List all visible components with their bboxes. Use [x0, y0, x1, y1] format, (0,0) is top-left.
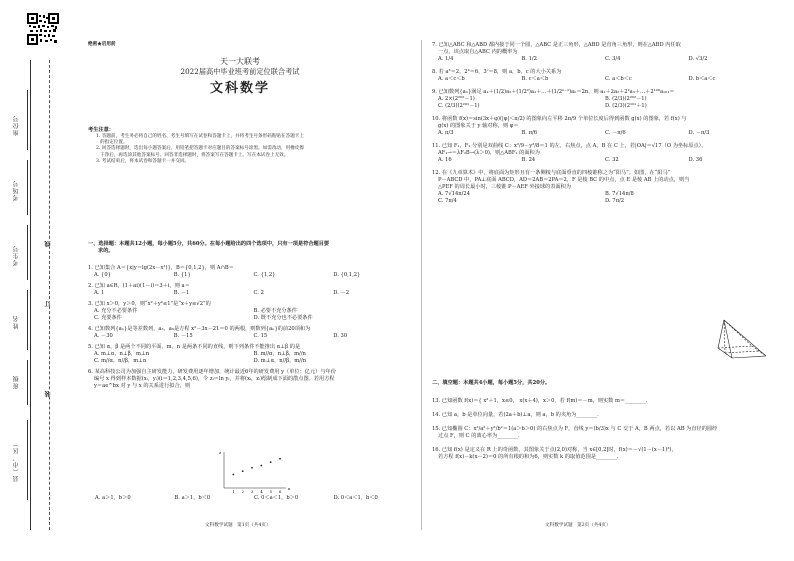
fill-question	[432, 426, 772, 440]
confidential-mark: 绝密★启用前	[88, 42, 116, 47]
exam-name: 2022届高中毕业班考前定位联合考试	[180, 67, 300, 77]
fill-question	[432, 398, 772, 405]
bind-load-char: 装	[45, 390, 52, 397]
section-1-title-cont: 求的。	[98, 248, 114, 255]
option-d: D. －2	[333, 290, 350, 297]
option-b: B. 1/2	[521, 56, 537, 63]
option-a: A. a＜c＜b	[438, 76, 465, 83]
scatter-point	[260, 465, 262, 467]
option-d: D. (2/3)(2¹⁰¹＋1)	[605, 103, 647, 110]
option-a: A. π/3	[438, 130, 454, 137]
section-2-title: 二、填空题：本题共4小题，每小题5分，共20分。	[432, 380, 551, 386]
option-b: B. 24	[521, 157, 536, 164]
scatter-point	[270, 461, 272, 463]
class-underline	[27, 360, 28, 405]
q6-option-d: D. 0＜a＜1，b＜0	[333, 495, 378, 501]
option-a: A. 16	[438, 157, 452, 164]
footer-left: 文科数学试题 第1页（共4页）	[205, 523, 271, 528]
x-tick-label: 6	[279, 490, 282, 494]
option-c: C. 充要条件	[94, 315, 122, 322]
option-d: D. b＜a＜c	[688, 76, 716, 83]
fill-question-line: 15. 已知椭圆 C：x²/a²＋y²/b²＝1(a＞b＞0) 的右焦点为 F，直线 y＝(b/3)x 与 C 交于 A，B 两点，若以 AB 为直径的圆经	[432, 426, 718, 433]
option-d: D. {0,1,2}	[333, 272, 361, 279]
option-c: C. 3/4	[605, 56, 621, 63]
class-label: 班级	[13, 375, 20, 389]
fill-question-line: 过点 F，则 C 的离心率为________.	[438, 433, 520, 440]
option-c: C. a＜b＜c	[605, 76, 632, 83]
binding-dash-line	[49, 60, 50, 530]
x-tick-label: 1	[232, 490, 235, 494]
fill-question-line: 14. 已知 a，b 是单位向量，若(2a＋b)⊥a，则 a，b 的夹角为________.	[432, 412, 599, 419]
option-a: A. {0}	[94, 272, 111, 279]
right-question-list	[432, 42, 772, 205]
footer-right: 文科数学试题 第2页（共4页）	[545, 523, 611, 528]
notice-item: 干净后，再选涂其他答案标号。回答非选择题时，将答案写在答题卡上。写在本试卷上无效。	[100, 152, 289, 158]
option-d: D. √3/2	[688, 56, 708, 63]
option-d: D. 7π/2	[605, 198, 625, 205]
fill-question-line: 若方程 f(x)－k(x－2)＝0 的所有根的和为6，则实数 k 的取值范围是________.	[438, 454, 619, 461]
scatter-point	[232, 474, 234, 476]
question-stem: AF₁→＝λF₂B→(λ＞0)，则△ABF₁ 的面积为	[438, 150, 540, 157]
option-c: C. 7π/4	[438, 198, 457, 205]
student-no-label: 考生号	[13, 245, 20, 266]
scatter-svg	[214, 448, 294, 496]
question-stem: 3. 已知 x＞0，y＞0，则“x²＋y²≤1”是“x＋y≤√2”的	[88, 301, 211, 308]
question-stem: 12. 在《九章算术》中，将底面为矩形且有一条侧棱与底面垂直的四棱锥称之为“阳马”。如图，在“阳马”	[432, 170, 671, 177]
option-d: D. m⊥α，n//β，m//n	[253, 358, 307, 365]
name-underline	[27, 290, 28, 350]
option-b: B. (2/3)(2²⁰²－1)	[605, 96, 647, 103]
q6-option-c: C. 0＜a＜1，b＞0	[254, 495, 299, 501]
option-b: B. m//α，n⊥β，m//n	[253, 351, 306, 358]
notice-item: 2. 回答选择题时，选出每小题答案后，用铅笔把答题卡对应题目的答案标号涂黑。如需改动，用橡皮擦	[96, 146, 304, 152]
question-stem: P－ABCD 中，PA⊥底面 ABCD，AD＝2AB＝2PA＝2，F 是棱 BC 的中点，点 E 是棱 AB 上的动点，则当	[438, 177, 690, 184]
pyramid-figure	[704, 318, 774, 362]
question-stem: 6. 某高科技公司为加强自主研发能力，研发费用逐年增加，统计最近6年的研发费用 y（单位：亿元）与年份	[88, 369, 336, 376]
option-b: B. －1	[173, 290, 190, 297]
option-b: B. {1}	[173, 272, 191, 279]
question	[88, 326, 413, 340]
option-c: C. 32	[605, 157, 619, 164]
org-name: 天一大联考	[220, 57, 260, 66]
question-stem: 8. 若 a³＝2，2ᵇ＝6，3ᶜ＝8，则 a，b，c 的大小关系为	[432, 69, 562, 76]
option-d: D. 30	[333, 333, 348, 340]
page-divider	[421, 40, 422, 530]
left-question-list	[88, 265, 413, 390]
option-c: C. 2	[253, 290, 264, 297]
fill-question-line: 13. 已知函数 f(x)＝{ x²＋1，x≤0， x(x＋4)，x＞0，若 f(m)＝－m，则实数 m＝________.	[432, 398, 648, 404]
option-b: B. c＜a＜b	[521, 76, 549, 83]
room-underline	[27, 160, 28, 215]
seat-label: 座位号	[13, 115, 20, 136]
x-tick-label: 2	[241, 490, 244, 494]
q6-options	[95, 495, 413, 502]
scatter-point	[251, 467, 253, 469]
student-no-underline	[27, 225, 28, 280]
x-tick-label: 5	[269, 490, 272, 494]
question	[88, 344, 413, 365]
fill-question	[432, 447, 772, 461]
option-d: D. －π/3	[688, 130, 710, 137]
question	[88, 265, 413, 279]
scatter-plot	[214, 448, 294, 496]
subject-title: 文科数学	[209, 80, 270, 96]
notice-item: 1. 答题前，考生务必将自己的姓名、考生号填写在试卷和答题卡上，并将考生号条形码粘贴在答题卡上	[96, 134, 304, 140]
option-b: B. 7√14π/8	[605, 191, 634, 198]
question-stem: g(x) 的图象关于 y 轴对称，则 φ＝	[438, 123, 519, 130]
option-c: C. 15	[253, 333, 268, 340]
question-stem: 4. 已知数列{aₙ}是等差数列，a₃，a₉是方程 x²－3x－21＝0 的两根，则数列{aₙ}的前20项和为	[88, 326, 311, 333]
option-a: A. 1/4	[438, 56, 454, 63]
notice-item: 的指定位置。	[100, 140, 128, 146]
q6-option-b: B. a＞1，b＜0	[174, 495, 211, 501]
option-c: C. (2/3)(2²⁰¹－1)	[438, 103, 480, 110]
option-a: A. m⊥α，n⊥β，m⊥n	[94, 351, 150, 358]
question-stem: 1. 已知集合 A＝{x|y＝lg(2x－x²)}，B＝{0,1,2}，则 A∩B＝	[88, 265, 234, 271]
question	[88, 301, 413, 322]
x-tick-label: 3	[251, 490, 254, 494]
option-c: C. {1,2}	[253, 272, 276, 279]
question	[88, 369, 413, 390]
question-stem: 一点，该点取自△ABC 内的概率为	[438, 49, 518, 56]
q6-option-a: A. a＞1，b＞0	[95, 495, 131, 501]
question	[432, 116, 772, 137]
option-a: A. 7√14π/24	[438, 191, 471, 198]
question	[432, 143, 772, 164]
question-stem: 5. 已知 α，β 是两个不同的平面，m，n 是两条不同的直线，则下列条件不能推出 α⊥β 的是	[88, 344, 301, 351]
question	[432, 42, 772, 63]
fill-question-line: 16. 已知 f(x) 是定义在 R 上的奇函数，其图象关于点(2,0)对称，当 x∈[0,2]时，f(x)＝－√(1－(x－1)²)，	[432, 447, 677, 454]
bind-order-char: 订	[45, 300, 52, 307]
question	[88, 283, 413, 297]
option-b: B. π/6	[521, 130, 538, 137]
question-stem: 7. 已知△ABC 和△ABD 都内接于同一个圆，△ABC 是正三角形，△ABD 是直角三角形，则在△ABD 内任取	[432, 42, 681, 48]
option-d: D. 36	[688, 157, 703, 164]
question-stem: 11. 已知 F₁，F₂ 分别是双曲线 C：x²/9－y²/8＝1 的左，右焦点，点 A，B 在 C 上，若|OA|＝√17（O 为坐标原点），	[432, 143, 707, 150]
option-b: B. －15	[173, 333, 193, 340]
question	[432, 170, 772, 205]
scatter-point	[242, 470, 244, 472]
bind-line-char: 线	[45, 240, 52, 247]
x-tick-label: 4	[260, 490, 263, 494]
question-stem: 编号 x 得到样本数据(xᵢ，yᵢ)(i＝1,2,3,4,5,6)，令 zᵢ＝ln yᵢ，并将(xᵢ，zᵢ)绘制成下面的散点图。若用方程	[94, 376, 335, 383]
county-label: 县（市、区）	[13, 440, 20, 482]
notice-item: 3. 考试结束后，将本试卷和答题卡一并交回。	[96, 158, 190, 164]
option-a: A. 充分不必要条件	[94, 308, 138, 315]
question-stem: △PEF 的周长最小时，三棱锥 P－AEF 外接球的表面积为	[438, 184, 571, 191]
option-c: C. m//α，n//β，m⊥n	[94, 358, 147, 365]
notice-title: 考生注意：	[88, 127, 114, 133]
option-a: A. 1	[94, 290, 105, 297]
option-a: A. 2×(2²⁰²－1)	[438, 96, 475, 103]
question-stem: 9. 已知数列{aₙ}满足 a₁＋(1/2)a₂＋(1/2²)a₃＋…＋(1/2ⁿ⁻¹)aₙ＝2n，则 a₁＋2a₂＋2²a₃＋…＋2¹⁰⁰a₁₀₁＝	[432, 89, 675, 96]
section-1-heading	[88, 241, 413, 255]
option-d: D. 既不充分也不必要条件	[253, 315, 313, 322]
section-1-title: 一、选择题：本题共12小题，每小题5分，共60分。在每小题给出的四个选项中，只有一项是符合题目要	[88, 241, 330, 247]
strip-labels	[8, 90, 28, 530]
question-stem: 10. 将函数 f(x)＝sin(3x＋φ)(|φ|＜π/2) 的图象向左平移 2π/9 个单位长度后得到函数 g(x) 的图象，若 f(x) 与	[432, 116, 687, 123]
fill-question-list	[432, 398, 772, 468]
question	[432, 69, 772, 83]
question-stem: y＝ae^bx 对 y 与 x 的关系进行拟合，则	[94, 383, 191, 390]
option-c: C. －π/6	[605, 130, 626, 137]
question-stem: 2. 已知 a∈R，(1＋ai)(1－i)＝3＋i，则 a＝	[88, 283, 190, 290]
option-b: B. 必要不充分条件	[253, 308, 297, 315]
scatter-point	[279, 458, 281, 460]
seat-underline	[27, 90, 28, 150]
x-axis-label: x	[288, 486, 291, 491]
y-axis-label: z	[219, 450, 222, 455]
exam-header	[150, 57, 330, 100]
qr-code	[27, 13, 59, 45]
name-label: 姓名	[13, 315, 20, 329]
fill-question	[432, 412, 772, 419]
pyramid-svg	[704, 318, 774, 362]
question	[432, 89, 772, 110]
option-a: A. －30	[94, 333, 113, 340]
room-label: 考场号	[13, 180, 20, 201]
notice-box	[88, 127, 410, 165]
binding-line-outer	[30, 60, 31, 530]
county-underline	[27, 420, 28, 500]
